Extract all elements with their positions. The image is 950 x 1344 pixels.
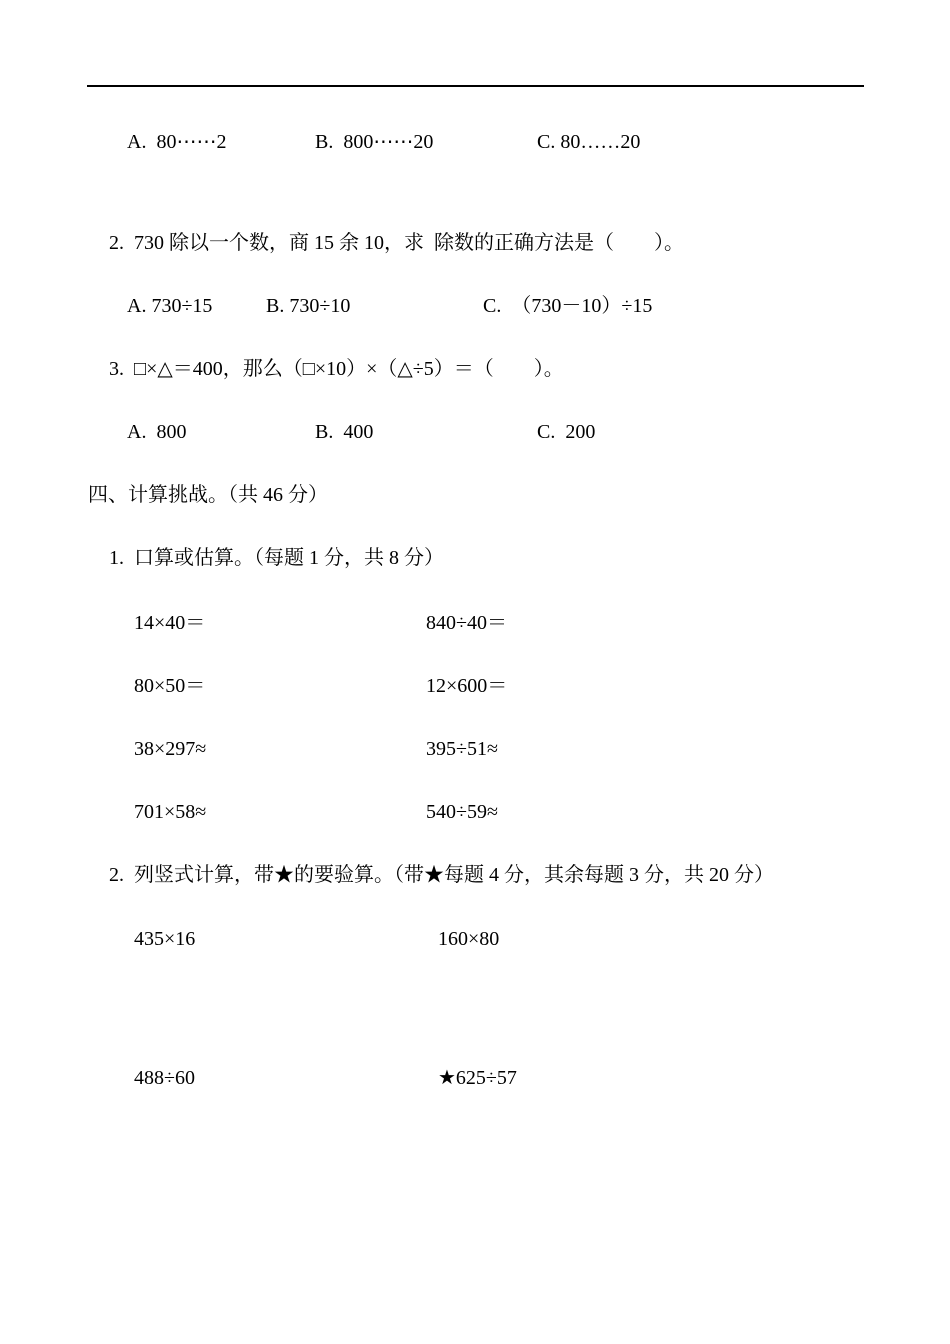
q2-option-b: B. 730÷10 — [266, 295, 351, 317]
oral-calc-item: 38×297≈ — [134, 738, 207, 760]
oral-calc-item: 14×40＝ — [134, 612, 206, 634]
q3-stem: 3. □×△＝400，那么（□×10）×（△÷5）＝（ ）。 — [109, 358, 564, 380]
vertical-calc-item: ★625÷57 — [438, 1067, 517, 1089]
vertical-calc-item: 488÷60 — [134, 1067, 195, 1089]
q2-option-a: A. 730÷15 — [127, 295, 213, 317]
oral-calc-item: 540÷59≈ — [426, 801, 498, 823]
vertical-calc-item: 160×80 — [438, 928, 500, 950]
oral-calc-item: 840÷40＝ — [426, 612, 507, 634]
q3-option-c: C. 200 — [537, 421, 596, 443]
oral-calc-item: 395÷51≈ — [426, 738, 498, 760]
q3-option-a: A. 800 — [127, 421, 187, 443]
part2-title: 2. 列竖式计算，带★的要验算。（带★每题 4 分，其余每题 3 分，共 20 分） — [109, 864, 774, 886]
q1-option-b: B. 800⋯⋯20 — [315, 131, 434, 153]
q3-option-b: B. 400 — [315, 421, 374, 443]
vertical-calc-item: 435×16 — [134, 928, 196, 950]
oral-calc-item: 12×600＝ — [426, 675, 508, 697]
section4-title: 四、计算挑战。（共 46 分） — [88, 484, 328, 506]
header-rule — [87, 85, 864, 87]
oral-calc-item: 80×50＝ — [134, 675, 206, 697]
part1-title: 1. 口算或估算。（每题 1 分，共 8 分） — [109, 547, 444, 569]
q2-option-c: C. （730－10）÷15 — [483, 295, 653, 317]
q1-option-c: C. 80……20 — [537, 131, 641, 153]
q2-stem: 2. 730 除以一个数，商 15 余 10，求 除数的正确方法是（ ）。 — [109, 232, 684, 254]
oral-calc-item: 701×58≈ — [134, 801, 207, 823]
q1-option-a: A. 80⋯⋯2 — [127, 131, 227, 153]
